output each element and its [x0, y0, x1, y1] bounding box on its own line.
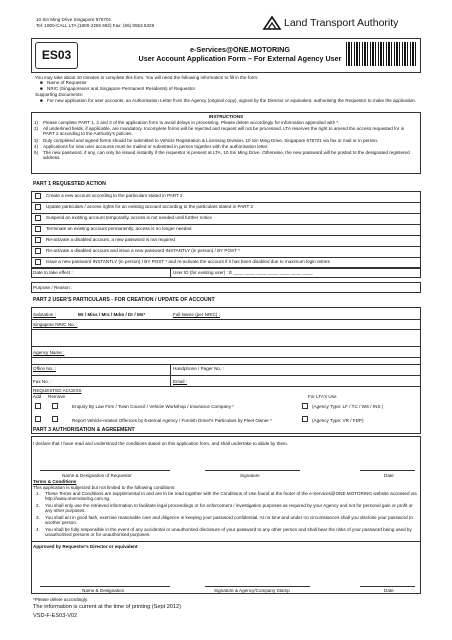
- column-divider: [170, 268, 171, 278]
- sig-label: Signature: [240, 473, 260, 478]
- divider: [31, 202, 421, 203]
- part3-heading: PART 3 AUTHORISATION & AGREEMENT: [33, 427, 135, 433]
- instruction-text: Please complete PART 1, 2 and 3 of the application form to avoid delays in processing. Please delete accordingly for information appended with *.: [43, 120, 340, 125]
- instruction-text: Applications for new user accounts must be mailed or submitted in person together with the authorisation letter.: [43, 144, 269, 149]
- instruction-text: All underlined fields, if applicable, are mandatory. Incomplete forms will be rejected and request will not be processed. LTA reserves the right to amend the access requested for in PART 2 according to the Authority's policies.: [43, 126, 405, 137]
- form-title: User Account Application Form – For External Agency User: [138, 54, 342, 63]
- term-text: You shall be fully responsible in the event of any accidental or unauthorised disclosure of your password to any other person and shall bear the risks of your password being used by unauthorised persons or for unauthorised purposes.: [45, 527, 412, 538]
- add-label: Add: [33, 394, 42, 399]
- supporting-label: Supporting Documents:: [35, 92, 84, 97]
- logo-text: Land Transport Authority: [284, 17, 399, 29]
- remove-checkbox[interactable]: [52, 416, 58, 422]
- instruction-num: 3): [34, 138, 39, 143]
- signature-line: [360, 470, 415, 471]
- nric-label: Singapore NRIC No. :: [33, 322, 78, 327]
- form-version: VSD-F-ES03-V02: [33, 613, 78, 619]
- instructions-heading: INSTRUCTIONS: [208, 114, 244, 119]
- fax-label: Fax No. :: [33, 379, 52, 384]
- action-label: Re-activate a disabled account and issue a new password INSTANTLY (in person) / BY POST *: [46, 248, 240, 253]
- userid-field[interactable]: User ID (for existing user) : E ____ ____ ____ ____ ____ ____ ____: [173, 270, 313, 275]
- term-num: 4.: [36, 527, 40, 532]
- part2-box: [31, 307, 421, 434]
- date-field[interactable]: Date to take effect :: [33, 270, 73, 275]
- action-label: Issue a new password INSTANTLY (in person) / BY POST * and re-activate the account if it has been disabled due to maximum login retries: [46, 259, 330, 264]
- divider: [31, 257, 421, 258]
- part2-heading: PART 2 USER'S PARTICULARS - FOR CREATION / UPDATE OF ACCOUNT: [33, 297, 215, 303]
- approve-label: Name & Designation: [82, 588, 125, 593]
- sig-label: Name & Designation of Requestor: [62, 473, 132, 478]
- divider: [31, 224, 421, 225]
- handphone-label: Handphone / Pager No. :: [173, 366, 224, 371]
- office-label: Office No. :: [33, 366, 56, 371]
- lta-agency-type: (Agency Type: VR / FDP): [312, 418, 364, 423]
- form-code: ES03: [41, 48, 72, 62]
- signature-line: [205, 470, 300, 471]
- action-checkbox[interactable]: [35, 226, 41, 232]
- instruction-text: The new password, if any, can only be issued instantly if the requestor is present at LTA, 10 Sin Ming Drive. Otherwise, the new password will be posted to the designated registered address.: [43, 150, 410, 161]
- term-num: 2.: [36, 503, 40, 508]
- divider: [31, 375, 421, 376]
- action-checkbox[interactable]: [35, 259, 41, 265]
- divider: [31, 246, 421, 247]
- divider: [31, 541, 421, 542]
- lta-logo: [262, 14, 422, 32]
- divider: [31, 213, 421, 214]
- contact: Tel: 1800-CALL LTA (1800-2255 582) Fax: (65) 6553 5329: [36, 23, 155, 28]
- address: 10 Sin Ming Drive Singapore 575701: [36, 17, 112, 22]
- term-num: 1.: [36, 491, 40, 496]
- action-label: Update particulars / access rights for an existing account according to the particulars stated in PART 2: [46, 204, 254, 209]
- action-label: Create a new account according to the particulars stated in PART 2: [46, 193, 183, 198]
- remove-checkbox[interactable]: [52, 403, 58, 409]
- intro-line: You may take about 10 minutes to complete this form. You will need the following information to fill in the form:: [35, 75, 259, 80]
- action-checkbox[interactable]: [35, 193, 41, 199]
- terms-intro: This application is subjected but not limited to the following conditions:: [33, 485, 176, 490]
- delete-note: *Please delete accordingly.: [33, 597, 89, 602]
- declaration: I declare that I have read and understood the conditions stated on this application form, and shall undertake to abide by them.: [33, 441, 289, 446]
- printing-note: The information is current at the time of printing (Sept 2012): [33, 604, 181, 610]
- instruction-num: 1): [34, 120, 39, 125]
- purpose-field: Purpose / Reason :: [33, 285, 73, 290]
- divider: [31, 364, 421, 365]
- signature-line: [360, 586, 415, 587]
- instruction-text: Duly completed and signed forms should be submitted to Vehicle Registration & Licensing Division, 10 Sin Ming Drive, Singapore 575701 via fax or mail or in person.: [43, 138, 379, 143]
- terms-heading: Terms & Conditions: [33, 479, 77, 484]
- divider: [31, 386, 421, 387]
- signature-line: [40, 470, 170, 471]
- divider: [31, 319, 421, 320]
- lta-agency-type: (Agency Type: LF / TC / WS / INS ): [312, 404, 384, 409]
- action-checkbox[interactable]: [35, 237, 41, 243]
- action-checkbox[interactable]: [35, 248, 41, 254]
- action-checkbox[interactable]: [35, 215, 41, 221]
- agency-label: Agency Name :: [33, 350, 65, 355]
- intro-bullet: ■: [40, 80, 43, 85]
- part1-heading: PART 1 REQUESTED ACTION: [33, 181, 106, 187]
- approve-label: Signature & Agency/Company Stamp: [214, 588, 290, 593]
- email-label: Email :: [173, 379, 188, 384]
- sig-label: Date: [384, 473, 394, 478]
- action-checkbox[interactable]: [35, 204, 41, 210]
- add-checkbox[interactable]: [35, 416, 41, 422]
- signature-line: [40, 586, 170, 587]
- fullname-label: Full Name (per NRIC) :: [173, 312, 220, 317]
- add-checkbox[interactable]: [35, 403, 41, 409]
- supporting-text: For new application for user accounts, an Authorisation Letter from the Agency (original copy), signed by the Director or equivalent, authorising the Requestor to make the application.: [47, 98, 417, 103]
- remove-label: Remove: [48, 394, 66, 399]
- access-label: Report Vehicle-related Offences by External Agency / Furnish Driver's Particulars by Fleet Owner *: [72, 418, 272, 423]
- lta-use-label: For LTA's Use: [308, 394, 337, 399]
- divider: [31, 235, 421, 236]
- intro-bullet: ■: [40, 98, 43, 103]
- purpose-field-box[interactable]: [31, 282, 421, 293]
- action-label: Terminate an existing account permanently, access is no longer needed: [46, 226, 192, 231]
- logo-mark-icon: [262, 15, 282, 31]
- access-label: Enquiry By Law Firm / Town Council / Vehicle Workshop / Insurance Company *: [72, 404, 234, 409]
- action-label: Suspend an existing account temporarily, access is not needed until further notice: [46, 215, 212, 220]
- action-label: Re-activate a disabled account, a new password is not required: [46, 237, 175, 242]
- salutation-options[interactable]: Mr / Miss / Mrs / Mdm / Dr / Ms*: [78, 312, 146, 317]
- access-heading: REQUESTED ACCESS: [33, 388, 82, 393]
- intro-bullet-text: NRIC (Singaporeans and Singapore Permanent Residents) of Requestor: [47, 86, 196, 91]
- intro-bullet-text: Name of Requestor: [47, 80, 87, 85]
- divider: [31, 346, 421, 347]
- service-name: e-Services@ONE.MOTORING: [190, 45, 290, 54]
- approve-label: Date: [384, 588, 394, 593]
- term-text: You shall act in good faith, exercise reasonable care and diligence in keeping your password confidential. At no time and under no circumstances shall you disclose your password to another person.: [45, 515, 413, 526]
- instruction-num: 5): [34, 150, 39, 155]
- term-num: 3.: [36, 515, 40, 520]
- intro-bullet: ■: [40, 86, 43, 91]
- instruction-num: 4): [34, 144, 39, 149]
- approved-heading: Approved by Requestor's Director or equivalent: [33, 544, 138, 549]
- lta-checkbox[interactable]: [302, 416, 308, 422]
- instruction-num: 2): [34, 126, 39, 131]
- term-text: You shall only use the retrieved information to facilitate legal proceedings or for enforcement / investigation purposes as required by your Agency and not for personal gain or profit or any other purposes.: [45, 503, 413, 514]
- divider: [31, 329, 421, 330]
- term-text: These Terms and Conditions are supplemental to and are to be read together with the Conditions of Use found at the footer of the e-Services@ONE.MOTORING website accessed via http://www.onemotoring.com.sg.: [45, 491, 417, 502]
- salutation-label: Salutation :: [33, 312, 56, 317]
- divider: [31, 357, 421, 358]
- lta-checkbox[interactable]: [302, 403, 308, 409]
- barcode: [346, 42, 416, 66]
- signature-line: [205, 586, 310, 587]
